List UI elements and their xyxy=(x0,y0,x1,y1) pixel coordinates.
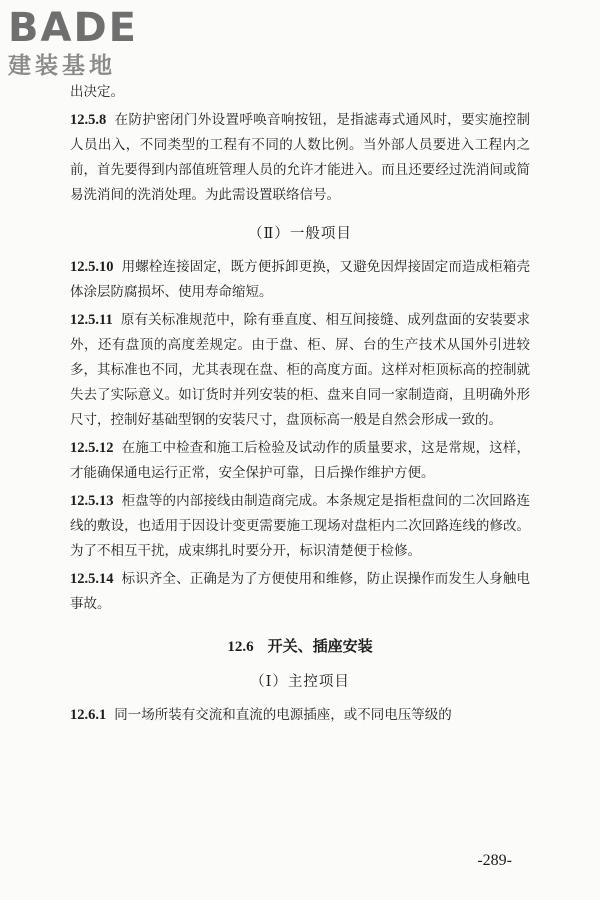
clause-number: 12.6.1 xyxy=(70,707,107,723)
clause-12-5-11 xyxy=(70,308,530,433)
clause-text: 用螺栓连接固定，既方便拆卸更换，又避免因焊接固定而造成柜箱壳体涂层防腐损坏、使用寿命缩短。 xyxy=(70,259,530,300)
logo-brand: BADE xyxy=(8,5,138,51)
clause-text: 在防护密闭门外设置呼唤音响按钮，是指滤毒式通风时，要实施控制人员出入，不同类型的工程有不同的人数比例。当外部人员要进入工程内之前，首先要得到内部值班管理人员的允许才能进入。而且还要经过洗消间或简易洗消间的洗消处理。为此需设置联络信号。 xyxy=(70,112,530,203)
clause-number: 12.5.10 xyxy=(70,259,114,275)
clause-number: 12.5.8 xyxy=(70,112,107,128)
clause-12-6-1 xyxy=(70,703,530,728)
clause-number: 12.5.12 xyxy=(70,440,114,456)
clause-12-5-13 xyxy=(70,489,530,564)
general-items-heading: （Ⅱ）一般项目 xyxy=(248,226,352,242)
watermark-logo xyxy=(8,6,138,80)
clause-number: 12.5.11 xyxy=(70,312,113,328)
main-items-heading: （Ⅰ）主控项目 xyxy=(250,674,350,690)
clause-12-5-8 xyxy=(70,108,530,208)
clause-12-5-12 xyxy=(70,436,530,486)
page-number: -289- xyxy=(477,852,512,869)
section-number: 12.6 xyxy=(227,639,254,655)
clause-number: 12.5.13 xyxy=(70,493,114,509)
clause-text: 原有关标准规范中，除有垂直度、相互间接缝、成列盘面的安装要求外，还有盘顶的高度差规定。由于盘、柜、屏、台的生产技术从国外引进较多，其标准也不同，尤其表现在盘、柜的高度方面。这样对柜顶标高的控制就失去了实际意义。如订货时并列安装的柜、盘来自同一家制造商，且明确外形尺寸，控制好基础型钢的安装尺寸，盘顶标高一般是自然会形成一致的。 xyxy=(70,312,530,428)
clause-12-5-10 xyxy=(70,255,530,305)
section-title: 开关、插座安装 xyxy=(267,637,373,655)
clause-text: 柜盘等的内部接线由制造商完成。本条规定是指柜盘间的二次回路连线的敷设，也适用于因设计变更需要施工现场对盘柜内二次回路连线的修改。为了不相互干扰，成束绑扎时要分开，标识清楚便于检修。 xyxy=(70,493,530,559)
clause-text: 在施工中检查和施工后检验及试动作的质量要求，这是常规，这样，才能确保通电运行正常，安全保护可靠，日后操作维护方便。 xyxy=(70,440,530,481)
lead-text: 出决定。 xyxy=(70,84,124,100)
page-body xyxy=(70,80,530,731)
clause-number: 12.5.14 xyxy=(70,571,114,587)
clause-text: 同一场所装有交流和直流的电源插座，或不同电压等级的 xyxy=(114,707,452,723)
clause-text: 标识齐全、正确是为了方便使用和维修，防止误操作而发生人身触电事故。 xyxy=(70,571,530,612)
logo-subtitle: 建装基地 xyxy=(8,53,116,79)
section-heading xyxy=(70,635,530,656)
clause-12-5-14 xyxy=(70,567,530,617)
